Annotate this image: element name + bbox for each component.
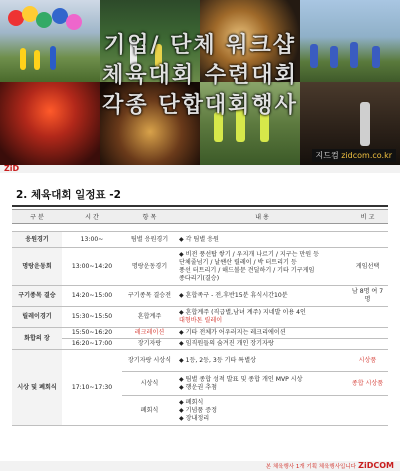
doc-logo: ZiD bbox=[4, 164, 20, 173]
watermark: 지드컴 zidcom.co.kr bbox=[312, 149, 396, 162]
table-row: 화합의 장 15:50~16:20 레크레이션 ◆ 기타 전체가 어우러지는 레크리에이션 bbox=[12, 328, 388, 339]
doc-header-bar bbox=[0, 165, 400, 173]
col-header-content: 내 용 bbox=[177, 210, 347, 224]
table-spacer-row bbox=[12, 224, 388, 232]
photo-banner bbox=[0, 0, 400, 165]
col-header-note: 비 고 bbox=[347, 210, 388, 224]
table-row: 응원경기 13:00~ 팀별 응원경기 ◆ 각 팀별 응원 bbox=[12, 232, 388, 248]
banner-line-3: 각종 단합대회행사 bbox=[102, 93, 298, 118]
table-row: 시상 및 폐회식 17:10~17:30 장기자랑 시상식 ◆ 1등, 2등, 3등 기타 특별상 시상품 bbox=[12, 350, 388, 372]
banner-line-2: 체육대회 수련대회 bbox=[102, 63, 298, 88]
col-header-time: 시 간 bbox=[62, 210, 122, 224]
table-header-row bbox=[12, 210, 388, 224]
doc-footer-bar bbox=[0, 461, 400, 471]
footer-note: 본 체육행사 1개 기획 체육행사입니다 bbox=[265, 464, 356, 470]
table-row: 16:20~17:00 장기자랑 ◆ 임직원들의 숨겨진 개인 장기자랑 bbox=[12, 339, 388, 350]
table-row: 폐회식 ◆ 폐회식 ◆ 기념품 증정 ◆ 장내정리 bbox=[12, 396, 388, 426]
table-row: 릴레이경기 15:30~15:50 혼합계주 ◆ 혼합계주 (직급별,남녀 계주) 지네발 이용 4인 대형바톤 릴레이 bbox=[12, 307, 388, 328]
banner-line-1: 기업/ 단체 워크샵 bbox=[103, 33, 297, 58]
schedule-table bbox=[12, 209, 388, 426]
col-header-category: 구 분 bbox=[12, 210, 62, 224]
col-header-item: 항 목 bbox=[122, 210, 177, 224]
table-row: 구기종목 결승 14:20~15:00 구기종목 결승전 ◆ 혼합족구 - 전,후반15분 휴식시간10분 남 8명 여 7명 bbox=[12, 286, 388, 307]
table-row: 시상식 ◆ 팀별 종합 성적 발표 및 종합 개인 MVP 시상 ◆ 행운권 추첨 종합 시상품 bbox=[12, 372, 388, 396]
schedule-document bbox=[0, 165, 400, 471]
title-divider bbox=[12, 205, 388, 207]
footer-logo: ZiDCOM bbox=[358, 461, 394, 470]
table-row: 명랑운동회 13:00~14:20 명랑운동경기 ◆ 비전 풍선탑 쌓기 / 우지개 나르기 / 지구는 만원 등 단체줄넘기 / 날쌘산 릴레이 / 박 터트리기 등 풍선 터트리기 / 해드볼문 견딜하기 / 기타 기구게임 종다리기(결승) 게임선택 bbox=[12, 248, 388, 286]
page-title: 2. 체육대회 일정표 -2 bbox=[16, 189, 121, 201]
